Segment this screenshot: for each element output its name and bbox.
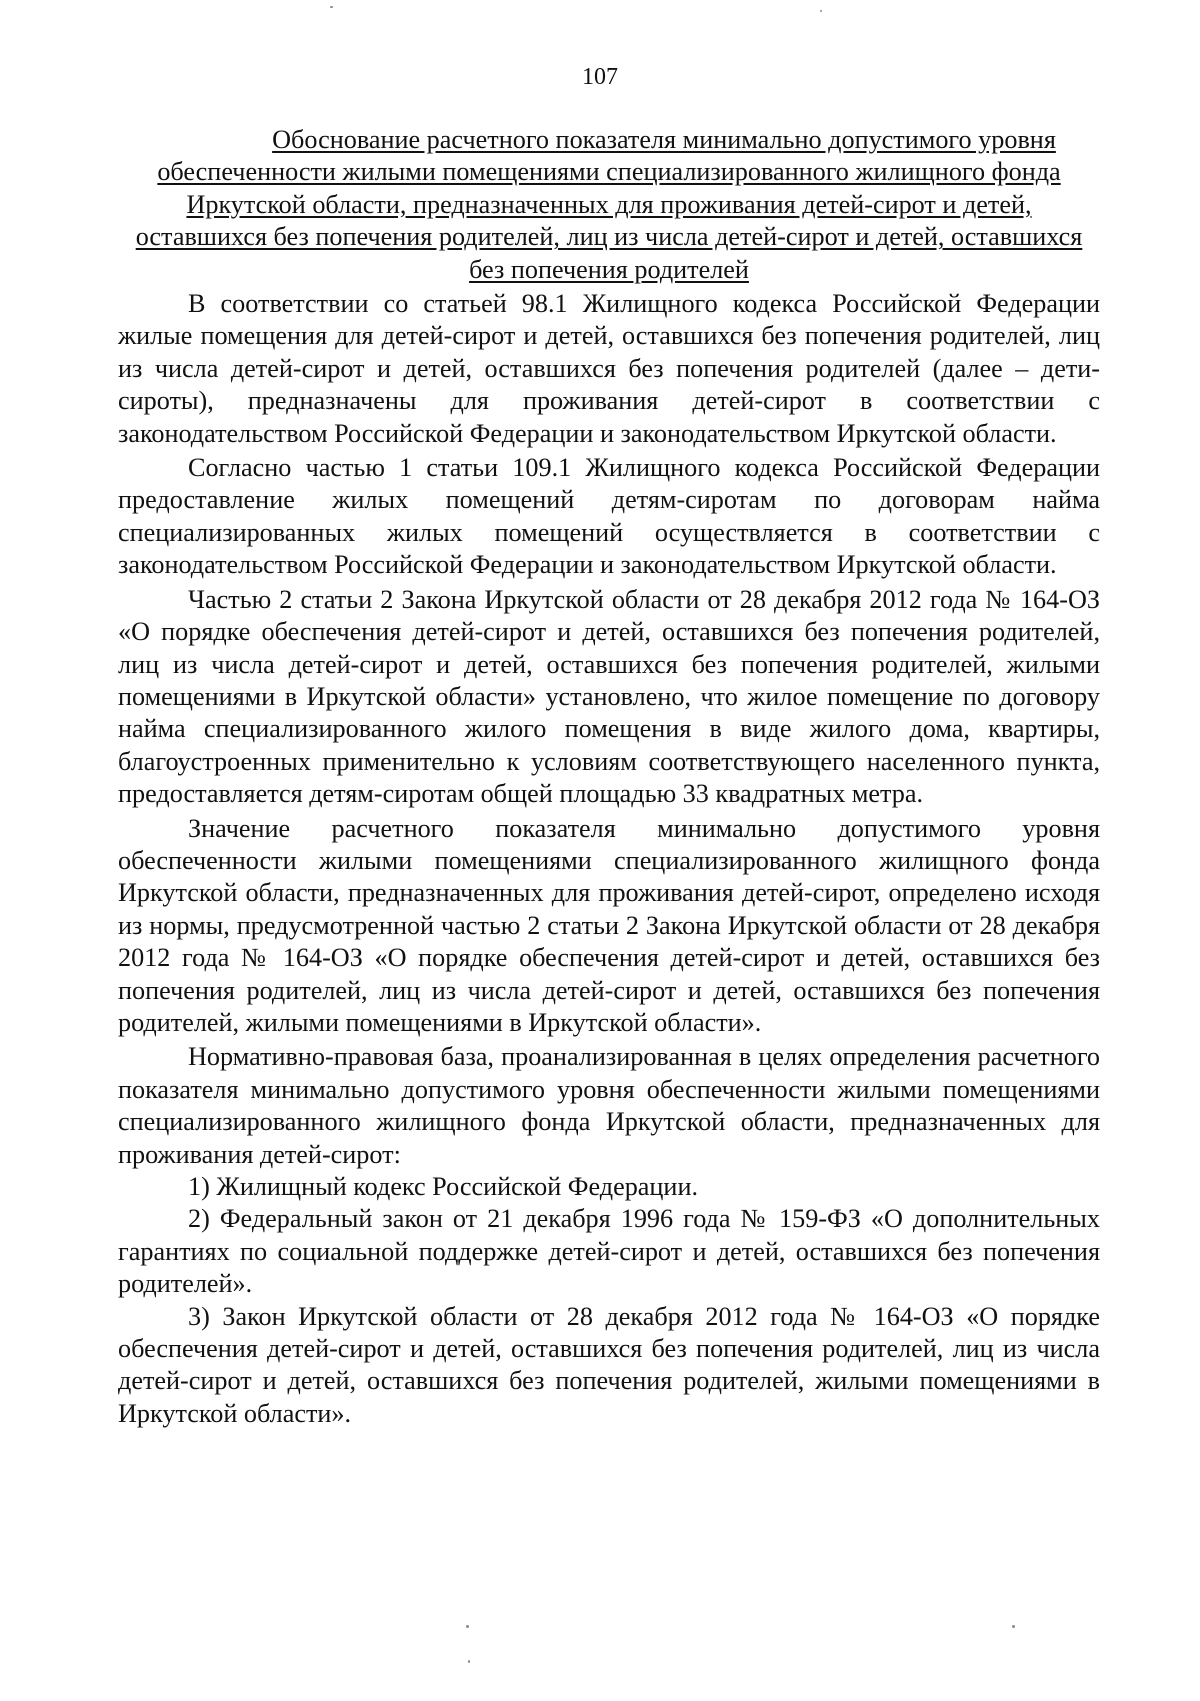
heading-line: Иркутской области, предназначенных для проживания детей-сирот и детей, — [186, 189, 1032, 219]
scan-speck — [330, 6, 333, 8]
paragraph: Частью 2 статьи 2 Закона Иркутской области от 28 декабря 2012 года № 164-ОЗ «О порядке обеспечения детей-сирот и детей, оставшихся без попечения родителей, лиц из числа детей-сирот и детей, оставшихся без попечения родителей, жилыми помещениями в Иркутской области» установлено, что жилое помещение по договору найма специализированного жилого помещения в виде жилого дома, квартиры, благоустроенных применительно к условиям соответствующего населенного пункта, предоставляется детям-сиротам общей площадью 33 квадратных метра. — [118, 584, 1100, 809]
heading-line: обеспеченности жилыми помещениями специализированного жилищного фонда — [157, 157, 1061, 187]
heading-line: Обоснование расчетного показателя минимально допустимого уровня — [272, 125, 1056, 154]
scan-speck — [468, 1660, 470, 1663]
paragraph: Нормативно-правовая база, проанализированная в целях определения расчетного показателя минимально допустимого уровня обеспеченности жилыми помещениями специализированного жилищного фонда Иркутской области, предназначенных для проживания детей-сирот: — [118, 1042, 1100, 1169]
paragraph: Значение расчетного показателя минимально допустимого уровня обеспеченности жилыми помещениями специализированного жилищного фонда Иркутской области, предназначенных для проживания детей-сирот, определено исходя из нормы, предусмотренной частью 2 статьи 2 Закона Иркутской области от 28 декабря 2012 года № 164-ОЗ «О порядке обеспечения детей-сирот и детей, оставшихся без попечения родителей, лиц из числа детей-сирот и детей, оставшихся без попечения родителей, жилыми помещениями в Иркутской области». — [118, 813, 1100, 1037]
scan-speck — [1012, 1625, 1015, 1628]
paragraph: В соответствии со статьей 98.1 Жилищного кодекса Российской Федерации жилые помещения для детей-сирот и детей, оставшихся без попечения родителей, лиц из числа детей-сирот и детей, оставшихся без попечения родителей (далее – дети-сироты), предназначены для проживания детей-сирот в соответствии с законодательством Российской Федерации и законодательством Иркутской области. — [118, 289, 1100, 448]
list-item: 2) Федеральный закон от 21 декабря 1996 года № 159-ФЗ «О дополнительных гарантиях по социальной поддержке детей-сирот и детей, оставшихся без попечения родителей». — [118, 1204, 1100, 1299]
document-body — [118, 124, 1100, 1430]
heading-line: без попечения родителей — [469, 254, 749, 284]
heading-line: оставшихся без попечения родителей, лиц из числа детей-сирот и детей, оставшихся — [135, 222, 1083, 252]
scan-speck — [466, 1625, 469, 1628]
list-item: 1) Жилищный кодекс Российской Федерации. — [188, 1172, 699, 1201]
page-number: 107 — [582, 64, 618, 90]
scan-speck — [820, 10, 822, 12]
paragraph: Согласно частью 1 статьи 109.1 Жилищного кодекса Российской Федерации предоставление жилых помещений детям-сиротам по договорам найма специализированных жилых помещений осуществляется в соответствии с законодательством Российской Федерации и законодательством Иркутской области. — [118, 453, 1100, 580]
list-item: 3) Закон Иркутской области от 28 декабря 2012 года № 164-ОЗ «О порядке обеспечения детей-сирот и детей, оставшихся без попечения родителей, лиц из числа детей-сирот и детей, оставшихся без попечения родителей, жилыми помещениями в Иркутской области». — [118, 1301, 1100, 1428]
section-heading — [118, 124, 1100, 286]
